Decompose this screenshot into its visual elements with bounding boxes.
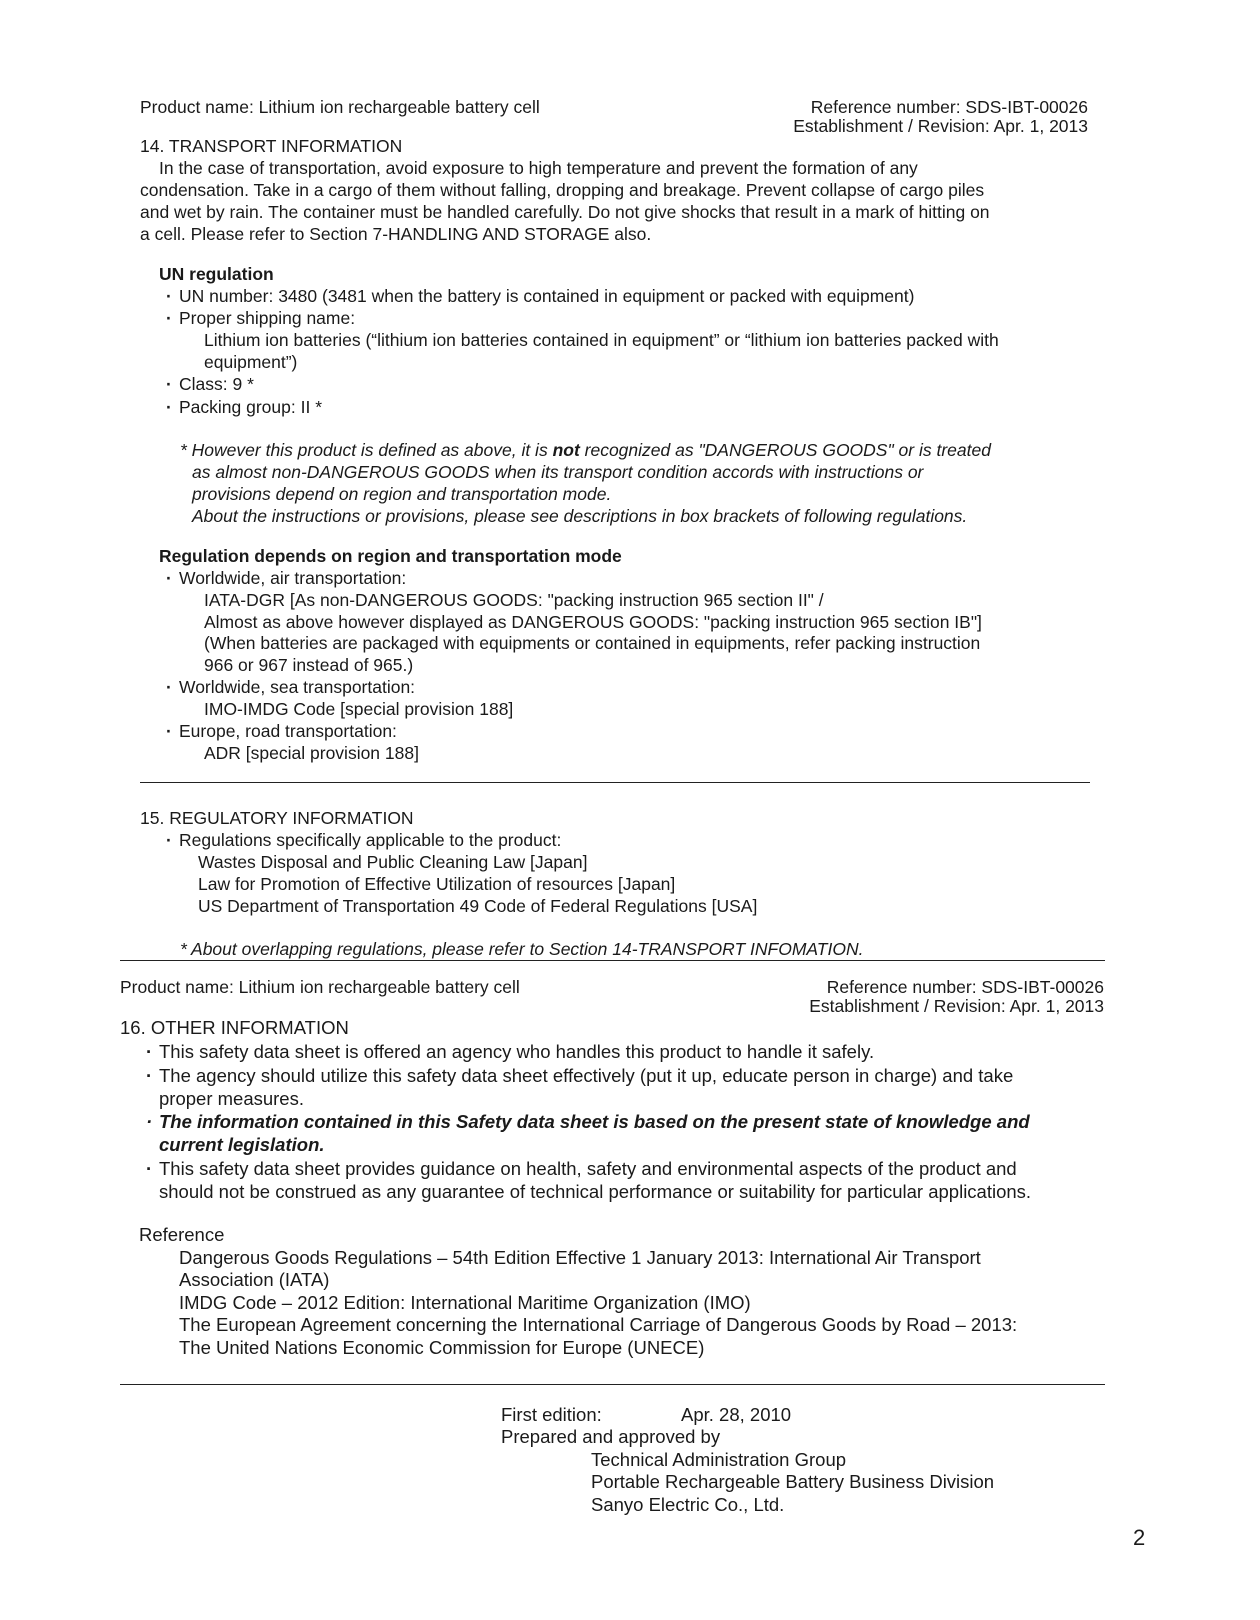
class-item: · Class: 9 *: [179, 373, 254, 395]
dangerous-goods-note-line: About the instructions or provisions, please see descriptions in box brackets of following regulations.: [192, 506, 968, 526]
header-product-name: Product name: Lithium ion rechargeable battery cell: [120, 977, 520, 997]
first-edition-date: Apr. 28, 2010: [681, 1404, 792, 1425]
s14-intro-line: a cell. Please refer to Section 7-HANDLING AND STORAGE also.: [140, 224, 652, 244]
organization-line: Sanyo Electric Co., Ltd.: [591, 1494, 785, 1515]
dangerous-goods-note-line: as almost non-DANGEROUS GOODS when its transport condition accords with instructions or: [192, 462, 924, 482]
header-revision: Establishment / Revision: Apr. 1, 2013: [809, 996, 1104, 1016]
s14-intro-line: condensation. Take in a cargo of them without falling, dropping and breakage. Prevent collapse of cargo piles: [140, 180, 985, 200]
regulation-line: Wastes Disposal and Public Cleaning Law [Japan]: [198, 852, 588, 872]
reference-line: IMDG Code – 2012 Edition: International Maritime Organization (IMO): [179, 1292, 751, 1313]
regulation-mode-title: Regulation depends on region and transportation mode: [159, 546, 622, 566]
reference-title: Reference: [139, 1224, 225, 1245]
header-product-name: Product name: Lithium ion rechargeable battery cell: [140, 97, 540, 117]
section-15-heading: 15. REGULATORY INFORMATION: [140, 808, 414, 828]
section-14-heading: 14. TRANSPORT INFORMATION: [140, 136, 403, 156]
road-transport-line: ADR [special provision 188]: [204, 743, 419, 763]
other-info-item: · This safety data sheet provides guidance on health, safety and environmental aspects of the product and: [159, 1157, 1017, 1180]
shipping-name-item: · Proper shipping name:: [179, 307, 355, 329]
road-transport-item: · Europe, road transportation:: [179, 720, 397, 742]
reference-line: Dangerous Goods Regulations – 54th Edition Effective 1 January 2013: International Air Transport: [179, 1247, 981, 1268]
section-divider: [120, 1384, 1105, 1385]
air-transport-line: Almost as above however displayed as DANGEROUS GOODS: "packing instruction 965 section IB"]: [204, 612, 982, 632]
prepared-by: Prepared and approved by: [501, 1426, 721, 1447]
other-info-line: proper measures.: [159, 1088, 304, 1109]
other-info-item: · The agency should utilize this safety data sheet effectively (put it up, educate person in charge) and take: [159, 1064, 1013, 1087]
un-number-item: · UN number: 3480 (3481 when the battery is contained in equipment or packed with equipment): [179, 285, 914, 307]
regulation-line: Law for Promotion of Effective Utilization of resources [Japan]: [198, 874, 676, 894]
header-reference-number: Reference number: SDS-IBT-00026: [826, 977, 1104, 997]
page-break-line: [120, 960, 1105, 961]
s14-intro-line: In the case of transportation, avoid exposure to high temperature and prevent the formation of any: [159, 158, 918, 178]
section-16-heading: 16. OTHER INFORMATION: [120, 1017, 349, 1038]
regulations-item: · Regulations specifically applicable to the product:: [179, 829, 561, 851]
header-reference-number: Reference number: SDS-IBT-00026: [810, 97, 1088, 117]
sea-transport-item: · Worldwide, sea transportation:: [179, 676, 415, 698]
sea-transport-line: IMO-IMDG Code [special provision 188]: [204, 699, 514, 719]
other-info-item: · This safety data sheet is offered an agency who handles this product to handle it safely.: [159, 1040, 874, 1063]
shipping-name-line: equipment”): [204, 352, 298, 372]
air-transport-line: (When batteries are packaged with equipments or contained in equipments, refer packing instruction: [204, 633, 981, 653]
air-transport-line: 966 or 967 instead of 965.): [204, 655, 414, 675]
reference-line: Association (IATA): [179, 1269, 330, 1290]
section-divider: [140, 782, 1090, 783]
regulation-line: US Department of Transportation 49 Code of Federal Regulations [USA]: [198, 896, 758, 916]
organization-line: Technical Administration Group: [591, 1449, 847, 1470]
dangerous-goods-note-line: provisions depend on region and transportation mode.: [192, 484, 612, 504]
reference-line: The European Agreement concerning the International Carriage of Dangerous Goods by Road – 2013:: [179, 1314, 1018, 1335]
air-transport-item: · Worldwide, air transportation:: [179, 567, 406, 589]
other-info-line: should not be construed as any guarantee of technical performance or suitability for particular applications.: [159, 1181, 1032, 1202]
header-revision: Establishment / Revision: Apr. 1, 2013: [793, 116, 1088, 136]
air-transport-line: IATA-DGR [As non-DANGEROUS GOODS: "packing instruction 965 section II" /: [204, 590, 824, 610]
organization-line: Portable Rechargeable Battery Business Division: [591, 1471, 995, 1492]
other-info-item-emphasis: · The information contained in this Safety data sheet is based on the present state of knowledge and: [159, 1110, 1030, 1133]
un-regulation-title: UN regulation: [159, 264, 274, 284]
shipping-name-line: Lithium ion batteries (“lithium ion batteries contained in equipment” or “lithium ion batteries packed with: [204, 330, 999, 350]
dangerous-goods-note-line: * However this product is defined as above, it is not recognized as "DANGEROUS GOODS" or is treated: [180, 440, 991, 460]
packing-group-item: · Packing group: II *: [179, 396, 322, 418]
overlapping-regulations-note: * About overlapping regulations, please refer to Section 14-TRANSPORT INFOMATION.: [180, 939, 864, 959]
s14-intro-line: and wet by rain. The container must be handled carefully. Do not give shocks that result in a mark of hitting on: [140, 202, 990, 222]
first-edition-label: First edition:: [501, 1404, 602, 1425]
page-number: 2: [1133, 1525, 1146, 1550]
other-info-line-emphasis: current legislation.: [159, 1134, 325, 1155]
reference-line: The United Nations Economic Commission for Europe (UNECE): [179, 1337, 705, 1358]
